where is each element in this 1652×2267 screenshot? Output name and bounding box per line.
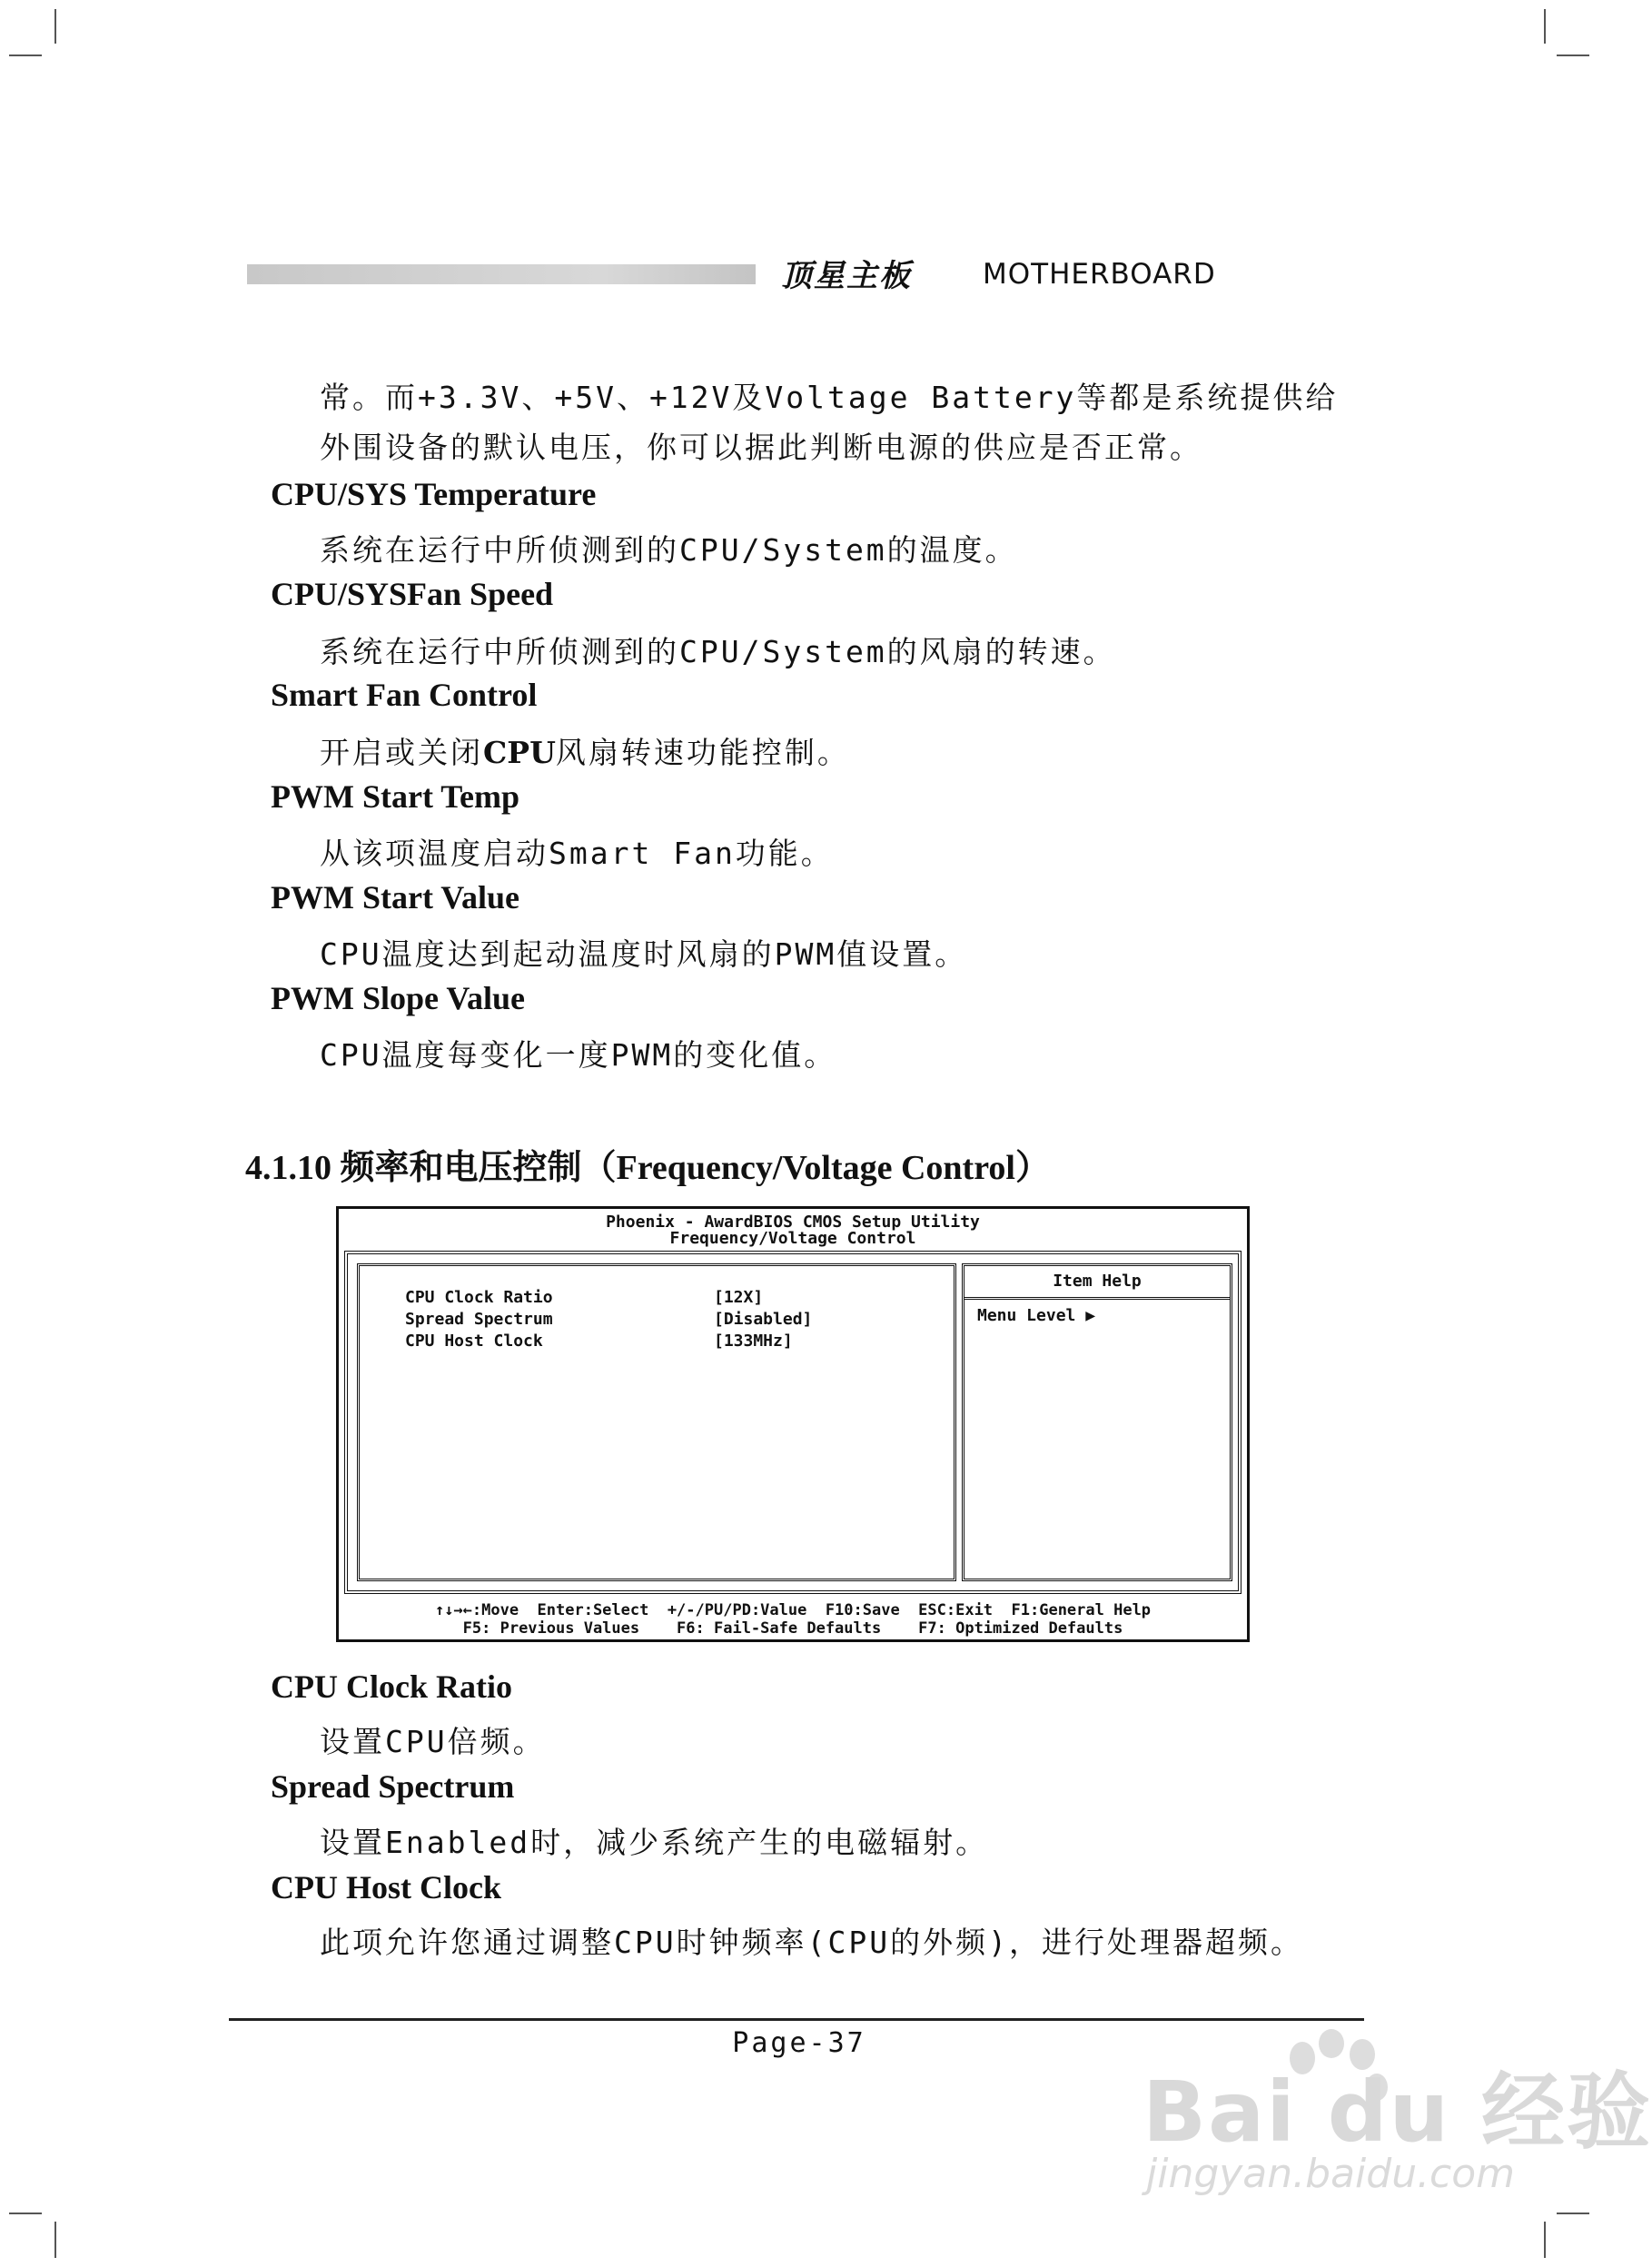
bios-screenshot bbox=[336, 1206, 1250, 1642]
bios-value-cpu-clock-ratio[interactable]: [12X] bbox=[714, 1288, 764, 1307]
term-cpu-host-clock: CPU Host Clock bbox=[271, 1869, 501, 1906]
crop-mark bbox=[1544, 2222, 1546, 2258]
term-spread-spectrum: Spread Spectrum bbox=[271, 1768, 515, 1805]
crop-mark bbox=[54, 9, 56, 44]
bios-item-spread-spectrum[interactable]: Spread Spectrum bbox=[405, 1310, 553, 1329]
crop-mark bbox=[1557, 54, 1589, 56]
footer-rule bbox=[229, 2018, 1364, 2021]
item-help-title: Item Help bbox=[1053, 1272, 1142, 1291]
bios-main-frame bbox=[344, 1251, 1241, 1594]
help-divider bbox=[964, 1297, 1230, 1300]
bios-value-spread-spectrum[interactable]: [Disabled] bbox=[714, 1310, 813, 1329]
bios-item-cpu-host-clock[interactable]: CPU Host Clock bbox=[405, 1331, 543, 1351]
crop-mark bbox=[9, 2213, 42, 2214]
bios-title: Phoenix - AwardBIOS CMOS Setup Utility bbox=[606, 1213, 980, 1232]
desc-cpu-sys-temperature: 系统在运行中所侦测到的CPU/System的温度。 bbox=[320, 532, 1018, 568]
term-cpu-clock-ratio: CPU Clock Ratio bbox=[271, 1668, 512, 1705]
bios-function-keys: F5: Previous Values F6: Fail-Safe Defaults F7: Optimized Defaults bbox=[462, 1619, 1123, 1638]
menu-level-text: Menu Level ▶ bbox=[977, 1306, 1096, 1325]
desc-cpu-sys-fan-speed: 系统在运行中所侦测到的CPU/System的风扇的转速。 bbox=[320, 634, 1116, 669]
desc-cpu-host-clock: 此项允许您通过调整CPU时钟频率(CPU的外频)，进行处理器超频。 bbox=[320, 1925, 1303, 1960]
bios-value-cpu-host-clock[interactable]: [133MHz] bbox=[714, 1331, 793, 1351]
baidu-watermark-url: jingyan.baidu.com bbox=[1146, 2151, 1516, 2197]
bios-help-panel bbox=[962, 1263, 1232, 1581]
bios-settings-panel bbox=[357, 1263, 956, 1581]
term-cpu-sys-fan-speed: CPU/SYSFan Speed bbox=[271, 576, 554, 612]
baidu-watermark-logo: Bai du 经验 bbox=[1143, 2064, 1652, 2161]
bios-key-hints: ↑↓→←:Move Enter:Select +/-/PU/PD:Value F10:Save ESC:Exit F1:General Help bbox=[434, 1601, 1152, 1619]
desc-pwm-start-value: CPU温度达到起动温度时风扇的PWM值设置。 bbox=[320, 936, 968, 972]
bios-item-cpu-clock-ratio[interactable]: CPU Clock Ratio bbox=[405, 1288, 553, 1307]
brand-title-en: MOTHERBOARD bbox=[983, 258, 1216, 291]
brand-title-cn: 顶星主板 bbox=[781, 258, 912, 294]
crop-mark bbox=[9, 54, 42, 56]
crop-mark bbox=[1557, 2213, 1589, 2214]
term-smart-fan-control: Smart Fan Control bbox=[271, 677, 538, 713]
intro-line-1: 常。而+3.3V、+5V、+12V及Voltage Battery等都是系统提供给 bbox=[320, 380, 1339, 415]
intro-line-2: 外围设备的默认电压，你可以据此判断电源的供应是否正常。 bbox=[320, 430, 1202, 465]
term-pwm-slope-value: PWM Slope Value bbox=[271, 980, 526, 1016]
desc-pwm-slope-value: CPU温度每变化一度PWM的变化值。 bbox=[320, 1037, 837, 1073]
desc-cpu-clock-ratio: 设置CPU倍频。 bbox=[320, 1724, 546, 1759]
section-title: 4.1.10 频率和电压控制（Frequency/Voltage Control） bbox=[245, 1149, 1050, 1187]
desc-pwm-start-temp: 从该项温度启动Smart Fan功能。 bbox=[320, 836, 834, 871]
term-pwm-start-value: PWM Start Value bbox=[271, 879, 519, 916]
desc-smart-fan-control: 开启或关闭CPU风扇转速功能控制。 bbox=[320, 735, 850, 770]
crop-mark bbox=[54, 2222, 56, 2258]
term-cpu-sys-temperature: CPU/SYS Temperature bbox=[271, 476, 597, 512]
header-bar bbox=[247, 264, 756, 284]
crop-mark bbox=[1544, 9, 1546, 44]
page-number: Page-37 bbox=[732, 2027, 866, 2059]
bios-subtitle: Frequency/Voltage Control bbox=[669, 1229, 916, 1248]
term-pwm-start-temp: PWM Start Temp bbox=[271, 778, 519, 815]
desc-spread-spectrum: 设置Enabled时，减少系统产生的电磁辐射。 bbox=[320, 1825, 989, 1860]
